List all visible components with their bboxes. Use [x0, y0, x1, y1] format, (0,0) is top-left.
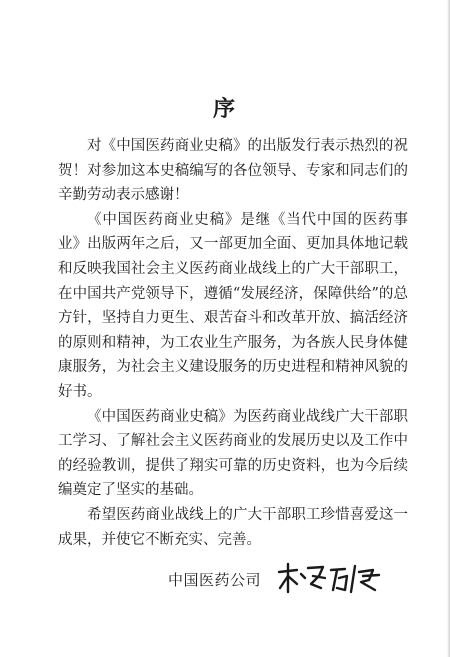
paragraph-book-value: 《中国医药商业史稿》为医药商业战线广大干部职工学习、了解社会主义医药商业的发展历史以及工作中的经验教训，提供了翔实可靠的历史资料，也为今后续编奠定了坚实的基础。 — [58, 408, 408, 499]
page-title: 序 — [212, 97, 237, 122]
preface-body — [58, 134, 408, 552]
handwritten-signature — [275, 562, 385, 596]
paragraph-closing-wish: 希望医药商业战线上的广大干部职工珍惜喜爱这一成果，并使它不断充实、完善。 — [58, 506, 408, 548]
paragraph-congratulations: 对《中国医药商业史稿》的出版发行表示热烈的祝贺！对参加这本史稿编写的各位领导、专家和同志们的辛勤劳动表示感谢！ — [58, 138, 408, 204]
paragraph-book-description: 《中国医药商业史稿》是继《当代中国的医药事业》出版两年之后，又一部更加全面、更加具体地记载和反映我国社会主义医药商业战线上的广大干部职工，在中国共产党领导下，遵循“发展经济，保障供给”的总方针，坚持自力更生、艰苦奋斗和改革开放、搞活经济的原则和精神，为工农业生产服务，为各族人民身体健康服务，为社会主义建设服务的历史进程和精神风貌的好书。 — [58, 211, 408, 400]
organization-name: 中国医药公司 — [168, 570, 262, 589]
signature-block — [168, 564, 428, 594]
